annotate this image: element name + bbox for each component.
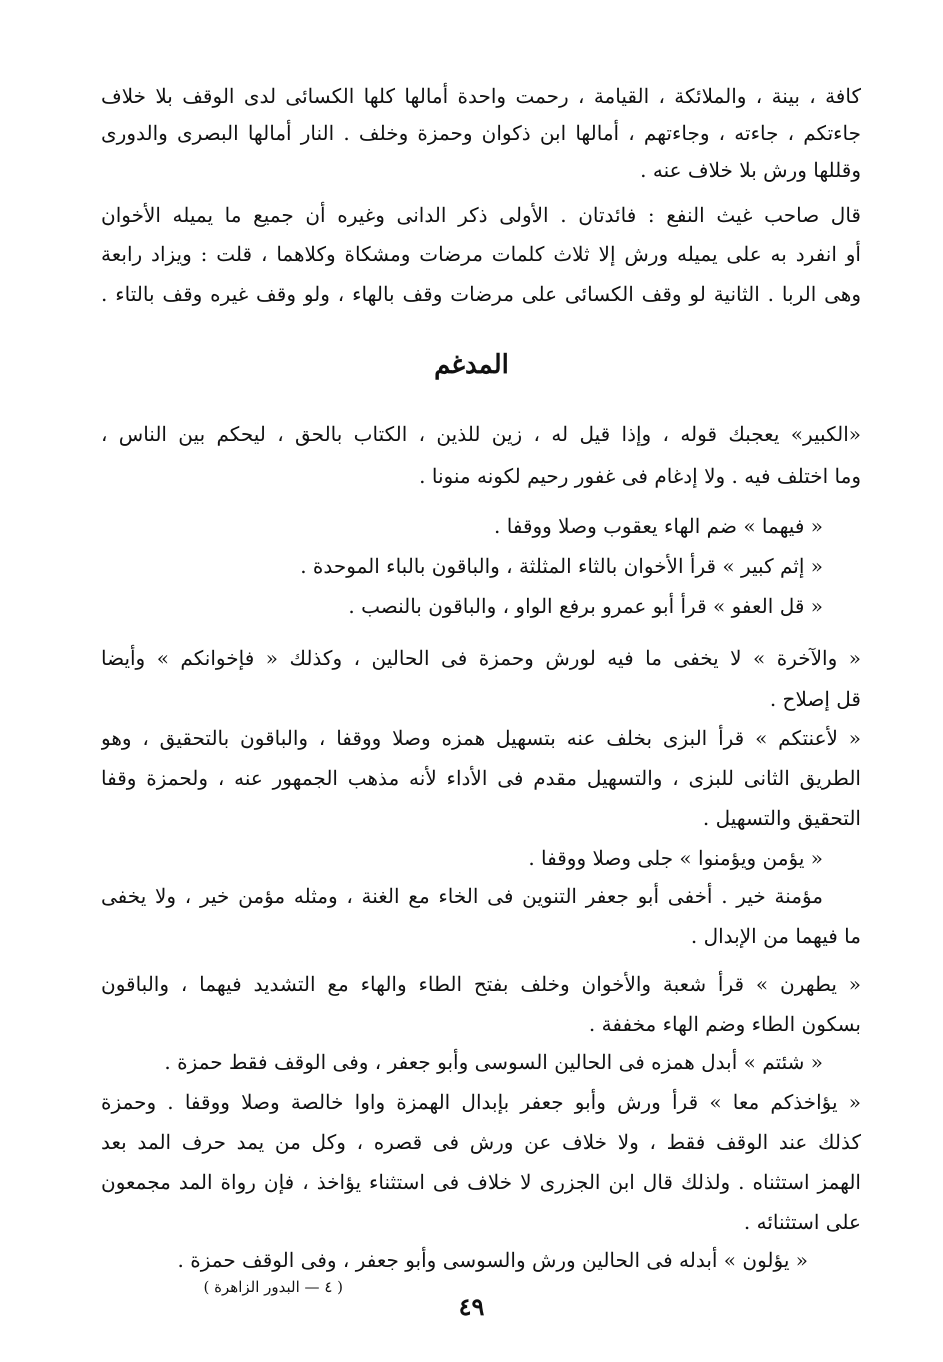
- text-line: وهى الربا . الثانية لو وقف الكسائى على مرضات وقف بالهاء ، ولو وقف غيره وقف بالتاء .: [101, 282, 861, 306]
- text-line: « يطهرن » قرأ شعبة والأخوان وخلف بفتح الطاء والهاء مع التشديد فيهما ، والباقون: [101, 972, 861, 996]
- text-line: « لأعنتكم » قرأ البزى بخلف عنه بتسهيل همزه وصلا ووقفا ، والباقون بالتحقيق ، وهو: [101, 726, 861, 750]
- text-line: « قل العفو » قرأ أبو عمرو برفع الواو ، والباقون بالنصب .: [348, 594, 823, 618]
- text-line: « يؤاخذكم معا » قرأ ورش وأبو جعفر بإبدال الهمزة واوا خالصة وصلا ووقفا . وحمزة: [101, 1090, 861, 1114]
- section-heading: المدغم: [434, 350, 509, 380]
- text-line: وقللها ورش بلا خلاف عنه .: [640, 158, 861, 182]
- page-number: ٤٩: [458, 1292, 485, 1321]
- text-line: الطريق الثانى للبزى ، والتسهيل مقدم فى الأداء لأنه مذهب الجمهور عنه ، ولحمزة وقفا: [101, 766, 861, 790]
- text-line: « إثم كبير » قرأ الأخوان بالثاء المثلثة ، والباقون بالباء الموحدة .: [300, 554, 823, 578]
- text-line: « فيهما » ضم الهاء يعقوب وصلا ووقفا .: [494, 514, 823, 538]
- text-line: « يؤمن ويؤمنوا » جلى وصلا ووقفا .: [528, 846, 823, 870]
- text-line: بسكون الطاء وضم الهاء مخففة .: [588, 1012, 861, 1036]
- text-line: التحقيق والتسهيل .: [702, 806, 861, 830]
- text-line: جاءتكم ، جاءته ، وجاءتهم ، أمالها ابن ذكوان وحمزة وخلف . النار أمالها البصرى والدورى: [101, 121, 861, 145]
- text-line: « يؤلون » أبدله فى الحالين ورش والسوسى وأبو جعفر ، وفى الوقف حمزة .: [177, 1248, 808, 1272]
- text-line: «الكبير» يعجبك قوله ، وإذا قيل له ، زين للذين ، الكتاب بالحق ، ليحكم بين الناس ،: [101, 422, 861, 446]
- text-line: الهمز استثناه . ولذلك قال ابن الجزرى لا خلاف فى استثناء يؤاخذ ، فإن رواة المد مجمعون: [101, 1170, 861, 1194]
- running-footnote: ( ٤ — البدور الزاهرة ): [203, 1278, 343, 1296]
- text-line: كذلك عند الوقف فقط ، ولا خلاف عن ورش فى قصره ، وكل من يمد حرف المد بعد: [101, 1130, 861, 1154]
- text-line: أو انفرد به على يميله ورش إلا ثلاث كلمات مرضات ومشكاة وكلاهما ، قلت : ويزاد رابعة: [101, 242, 861, 266]
- text-line: « شئتم » أبدل همزه فى الحالين السوسى وأبو جعفر ، وفى الوقف فقط حمزة .: [164, 1050, 823, 1074]
- text-line: على استثنائه .: [743, 1210, 861, 1234]
- text-line: ما فيهما من الإبدال .: [690, 924, 861, 948]
- text-line: قل إصلاح .: [769, 687, 861, 711]
- text-line: كافة ، بينة ، والملائكة ، القيامة ، رحمت واحدة أمالها كلها الكسائى لدى الوقف بلا خلاف: [101, 84, 861, 108]
- text-line: مؤمنة خير . أخفى أبو جعفر التنوين فى الخاء مع الغنة ، ومثله مؤمن خير ، ولا يخفى: [101, 884, 823, 908]
- text-line: وما اختلف فيه . ولا إدغام فى غفور رحيم لكونه منونا .: [419, 464, 861, 488]
- text-line: قال صاحب غيث النفع : فائدتان . الأولى ذكر الدانى وغيره أن جميع ما يميله الأخوان: [101, 203, 861, 227]
- text-line: « والآخرة » لا يخفى ما فيه لورش وحمزة فى الحالين ، وكذلك « فإخوانكم » وأيضا: [101, 646, 861, 670]
